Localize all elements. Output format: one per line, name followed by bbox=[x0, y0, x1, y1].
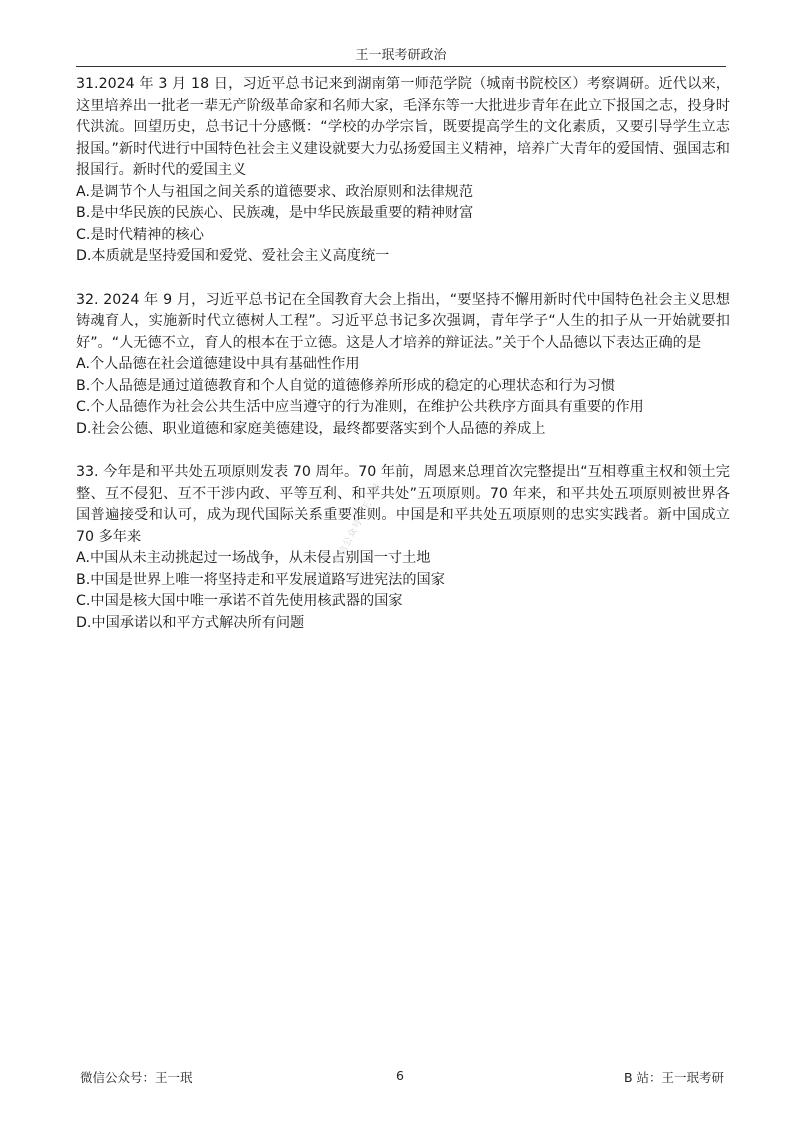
option-d: D.社会公德、职业道德和家庭美德建设，最终都要落实到个人品德的养成上 bbox=[76, 420, 546, 437]
option-c: C.中国是核大国中唯一承诺不首先使用核武器的国家 bbox=[76, 593, 403, 609]
option-b: B.个人品德是通过道德教育和个人自觉的道德修养所形成的稳定的心理状态和行为习惯 bbox=[76, 377, 616, 394]
footer-wechat: 微信公众号：王一珉 bbox=[80, 1070, 193, 1085]
option-c: C.是时代精神的核心 bbox=[76, 226, 204, 243]
question-31 bbox=[76, 74, 730, 268]
watermark: 微信公众号：王一珉 bbox=[332, 481, 384, 567]
option-b: B.是中华民族的民族心、民族魂，是中华民族最重要的精神财富 bbox=[76, 205, 474, 221]
option-b: B.中国是世界上唯一将坚持走和平发展道路写进宪法的国家 bbox=[76, 571, 445, 588]
question-stem: 33. 今年是和平共处五项原则发表 70 周年。70 年前，周恩来总理首次完整提出“互相尊重主权和领土完整、互不侵犯、互不干涉内政、平等互利、和平共处”五项原则。70 年来，和平共处五项原则被世界各国普遍接受和认可，成为现代国际关系重要准则。中国是和平共处五项原则的忠实实践者。新中国成立 70 多年来 bbox=[76, 464, 730, 545]
option-a: A.是调节个人与祖国之间关系的道德要求、政治原则和法律规范 bbox=[76, 183, 474, 200]
question-32 bbox=[76, 290, 730, 441]
question-33 bbox=[76, 462, 730, 634]
option-list bbox=[76, 354, 730, 440]
option-list bbox=[76, 548, 730, 634]
option-list bbox=[76, 182, 730, 268]
question-stem: 32. 2024 年 9 月，习近平总书记在全国教育大会上指出，“要坚持不懈用新时代中国特色社会主义思想铸魂育人，实施新时代立德树人工程”。习近平总书记多次强调，青年学子“人生的扣子从一开始就要扣好”。“人无德不立，育人的根本在于立德。这是人才培养的辩证法。”关于个人品德以下表达正确的是 bbox=[76, 291, 730, 351]
option-a: A.个人品德在社会道德建设中具有基础性作用 bbox=[76, 356, 360, 372]
page-number: 6 bbox=[396, 1068, 404, 1083]
question-list bbox=[76, 74, 730, 656]
page-header-title: 王一珉考研政治 bbox=[355, 48, 447, 63]
header-divider bbox=[76, 66, 726, 67]
option-a: A.中国从未主动挑起过一场战争，从未侵占别国一寸土地 bbox=[76, 550, 431, 566]
option-d: D.本质就是坚持爱国和爱党、爱社会主义高度统一 bbox=[76, 248, 390, 264]
option-d: D.中国承诺以和平方式解决所有问题 bbox=[76, 614, 305, 631]
question-stem: 31.2024 年 3 月 18 日，习近平总书记来到湖南第一师范学院（城南书院校区）考察调研。近代以来，这里培养出一批老一辈无产阶级革命家和名师大家，毛泽东等一大批进步青年在此立下报国之志，投身时代洪流。回望历史，总书记十分感慨：“学校的办学宗旨，既要提高学生的文化素质，又要引导学生立志报国。”新时代进行中国特色社会主义建设就要大力弘扬爱国主义精神，培养广大青年的爱国情、强国志和报国行。新时代的爱国主义 bbox=[76, 76, 730, 178]
footer-bilibili: B 站：王一珉考研 bbox=[624, 1070, 725, 1085]
option-c: C.个人品德作为社会公共生活中应当遵守的行为准则，在维护公共秩序方面具有重要的作用 bbox=[76, 399, 644, 415]
